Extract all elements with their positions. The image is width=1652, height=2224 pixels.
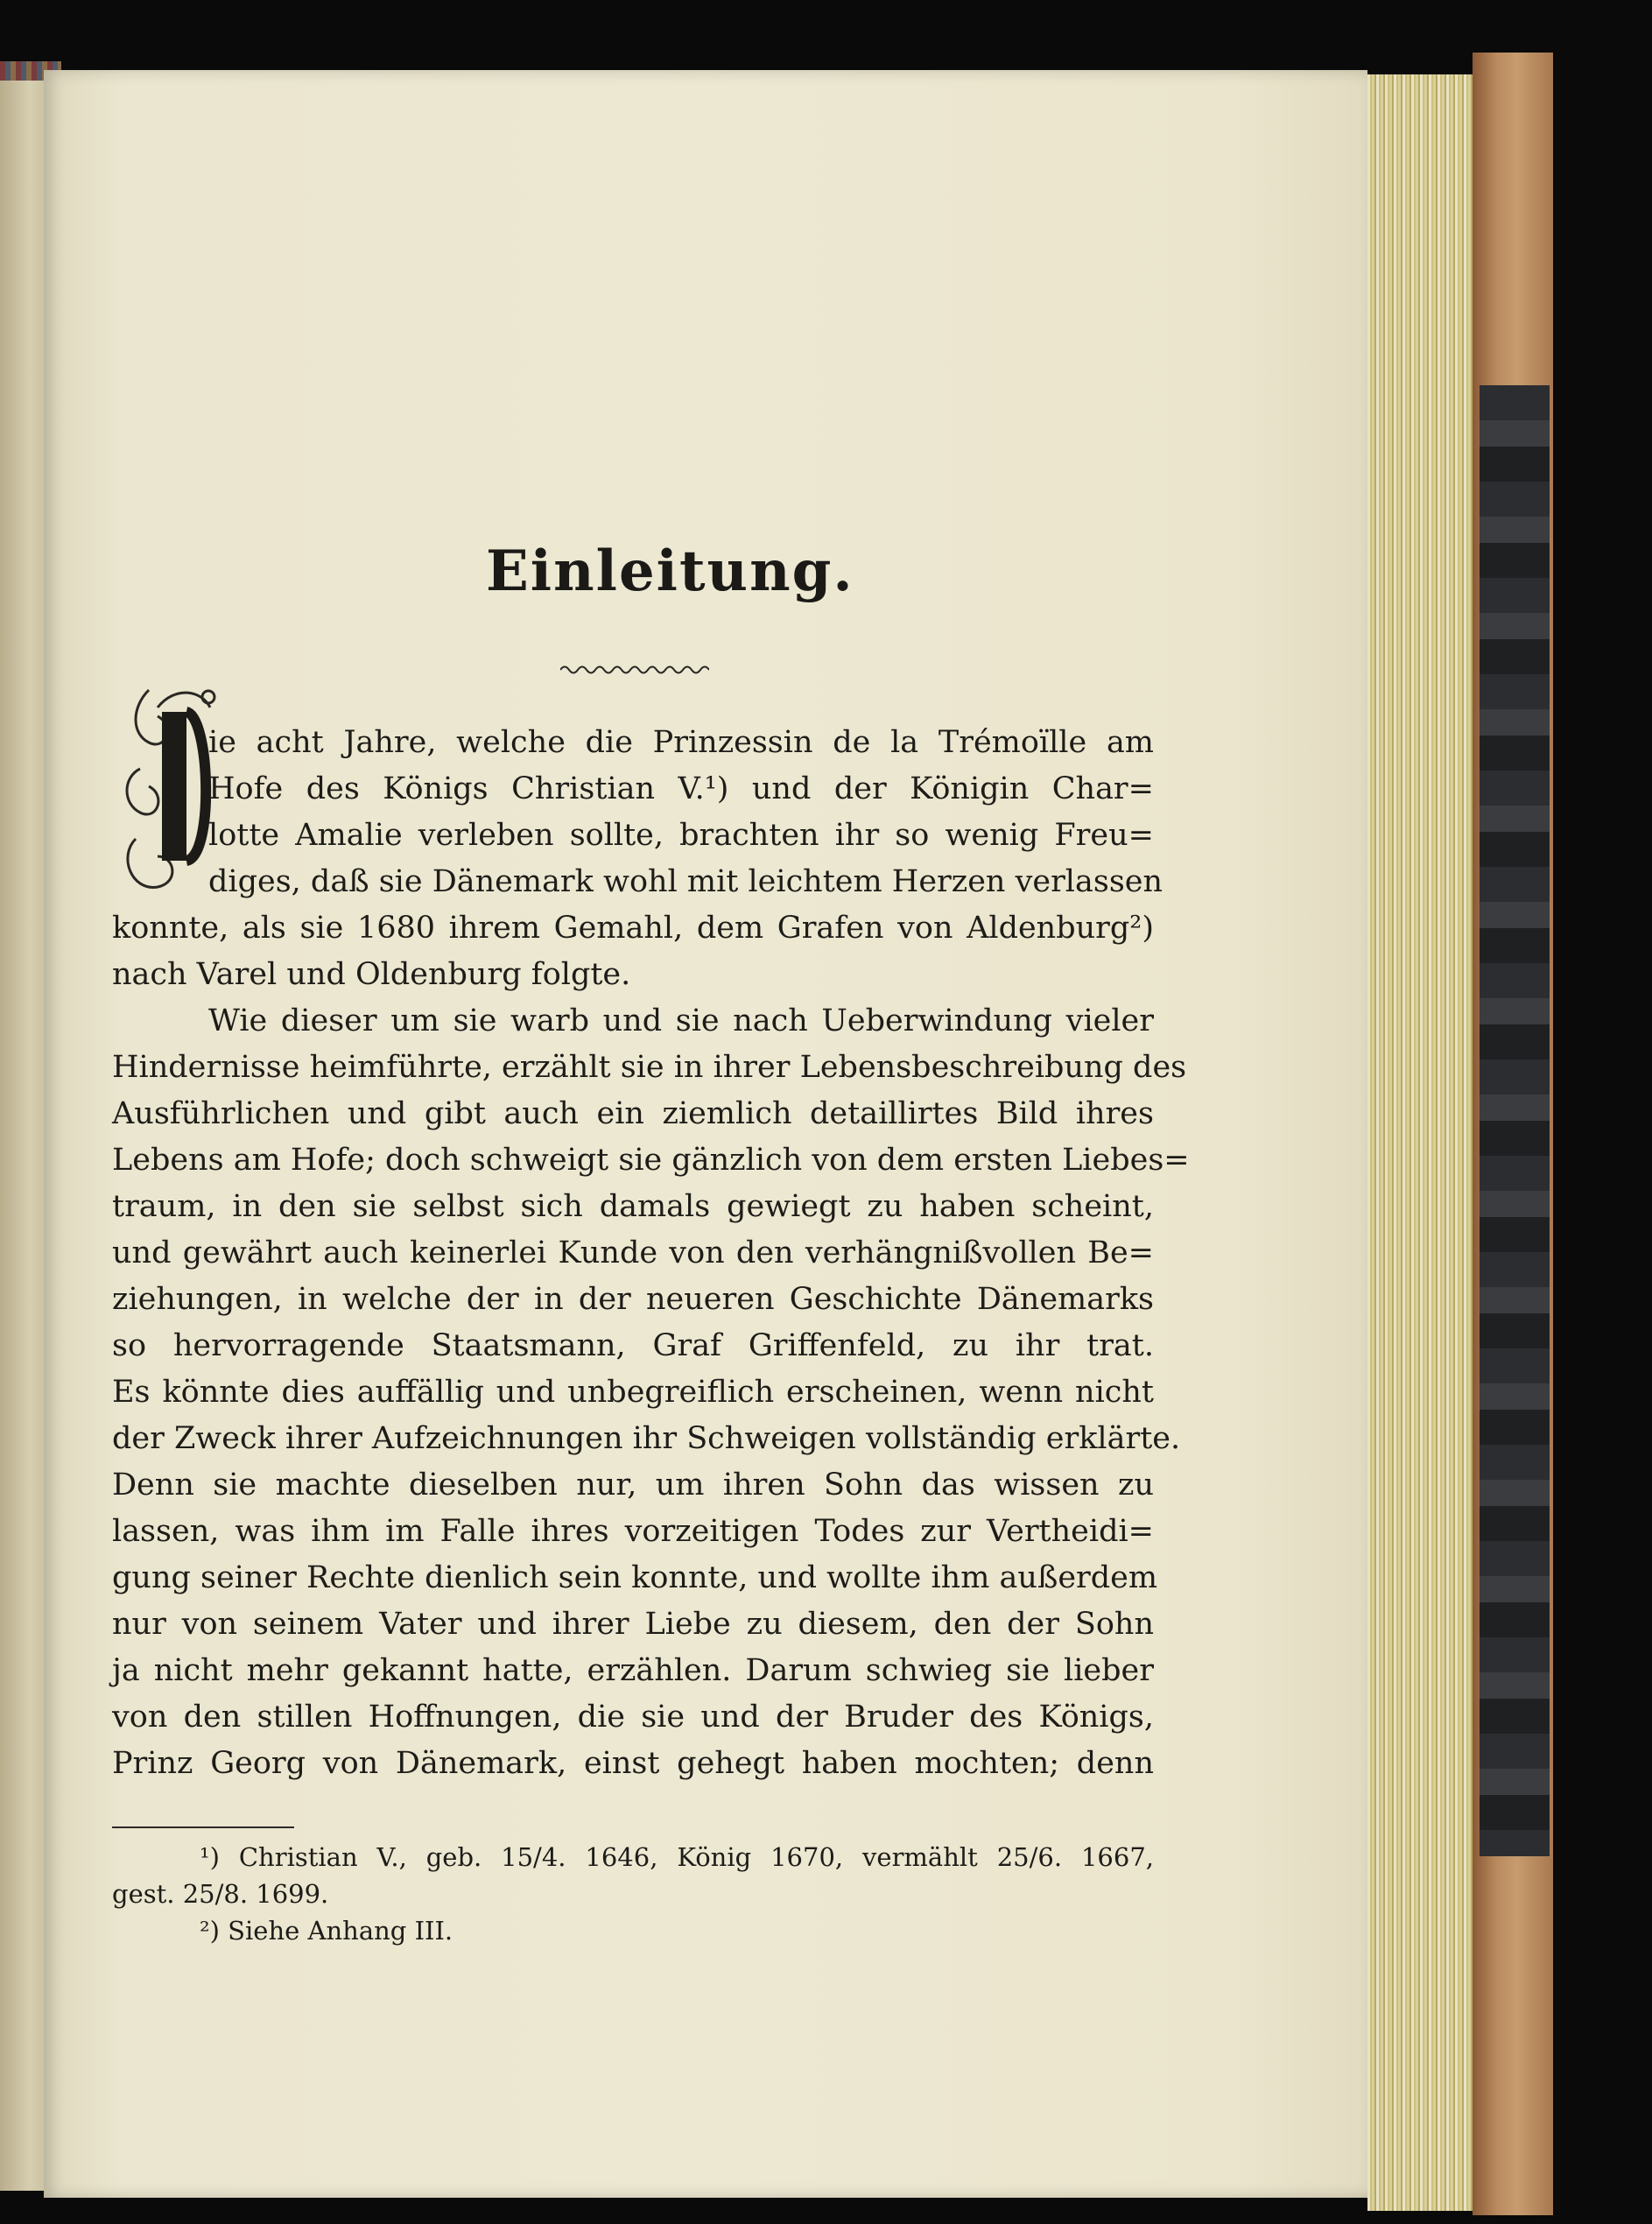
- text-line: nach Varel und Oldenburg folgte.: [112, 957, 631, 992]
- text-line: konnte, als sie 1680 ihrem Gemahl, dem Grafen von Aldenburg²): [112, 911, 1154, 946]
- text-line: Wie dieser um sie warb und sie nach Ueberwindung vieler: [208, 1003, 1154, 1038]
- text-line: von den stillen Hoffnungen, die sie und der Bruder des Königs,: [112, 1700, 1154, 1735]
- footnote-1-continued: gest. 25/8. 1699.: [112, 1879, 329, 1909]
- footnotes: [112, 1839, 1154, 1949]
- text-line: Denn sie machte dieselben nur, um ihren Sohn das wissen zu: [112, 1467, 1154, 1503]
- text-line: der Zweck ihrer Aufzeichnungen ihr Schweigen vollständig erklärte.: [112, 1421, 1181, 1456]
- text-line: diges, daß sie Dänemark wohl mit leichtem Herzen verlassen: [208, 864, 1163, 899]
- text-line: nur von seinem Vater und ihrer Liebe zu diesem, den der Sohn: [112, 1607, 1154, 1642]
- text-line: Hofe des Königs Christian V.¹) und der Königin Char=: [208, 771, 1154, 806]
- text-line: Hindernisse heimführte, erzählt sie in ihrer Lebensbeschreibung des: [112, 1050, 1187, 1085]
- footnote-1: ¹) Christian V., geb. 15/4. 1646, König 1670, vermählt 25/6. 1667,: [200, 1842, 1154, 1872]
- text-line: ja nicht mehr gekannt hatte, erzählen. Darum schwieg sie lieber: [112, 1653, 1154, 1688]
- text-line: traum, in den sie selbst sich damals gewiegt zu haben scheint,: [112, 1189, 1154, 1224]
- text-line: Es könnte dies auffällig und unbegreiflich erscheinen, wenn nicht: [112, 1375, 1154, 1410]
- footnote-rule: [112, 1826, 294, 1828]
- text-line: ziehungen, in welche der in der neueren Geschichte Dänemarks: [112, 1282, 1154, 1317]
- text-line: Lebens am Hofe; doch schweigt sie gänzlich von dem ersten Liebes=: [112, 1143, 1190, 1178]
- text-line: gung seiner Rechte dienlich sein konnte, und wollte ihm außerdem: [112, 1560, 1158, 1595]
- text-line: Ausführlichen und gibt auch ein ziemlich detaillirtes Bild ihres: [112, 1096, 1154, 1131]
- text-line: so hervorragende Staatsmann, Graf Griffenfeld, zu ihr trat.: [112, 1328, 1154, 1363]
- text-line: Prinz Georg von Dänemark, einst gehegt haben mochten; denn: [112, 1746, 1154, 1781]
- text-line: und gewährt auch keinerlei Kunde von den verhängnißvollen Be=: [112, 1235, 1154, 1270]
- body-text: [112, 720, 1190, 1787]
- text-line: lotte Amalie verleben sollte, brachten ihr so wenig Freu=: [208, 818, 1154, 853]
- text-line: lassen, was ihm im Falle ihres vorzeitigen Todes zur Vertheidi=: [112, 1514, 1154, 1549]
- text-line: ie acht Jahre, welche die Prinzessin de la Trémoïlle am: [208, 725, 1154, 760]
- left-page-edge: [0, 81, 49, 2191]
- heading-ornament: [560, 664, 709, 676]
- page-edges: [1367, 74, 1473, 2211]
- footnote-2: ²) Siehe Anhang III.: [200, 1916, 453, 1946]
- chapter-heading: Einleitung.: [486, 538, 854, 604]
- book-cover-binding: [1480, 385, 1550, 1856]
